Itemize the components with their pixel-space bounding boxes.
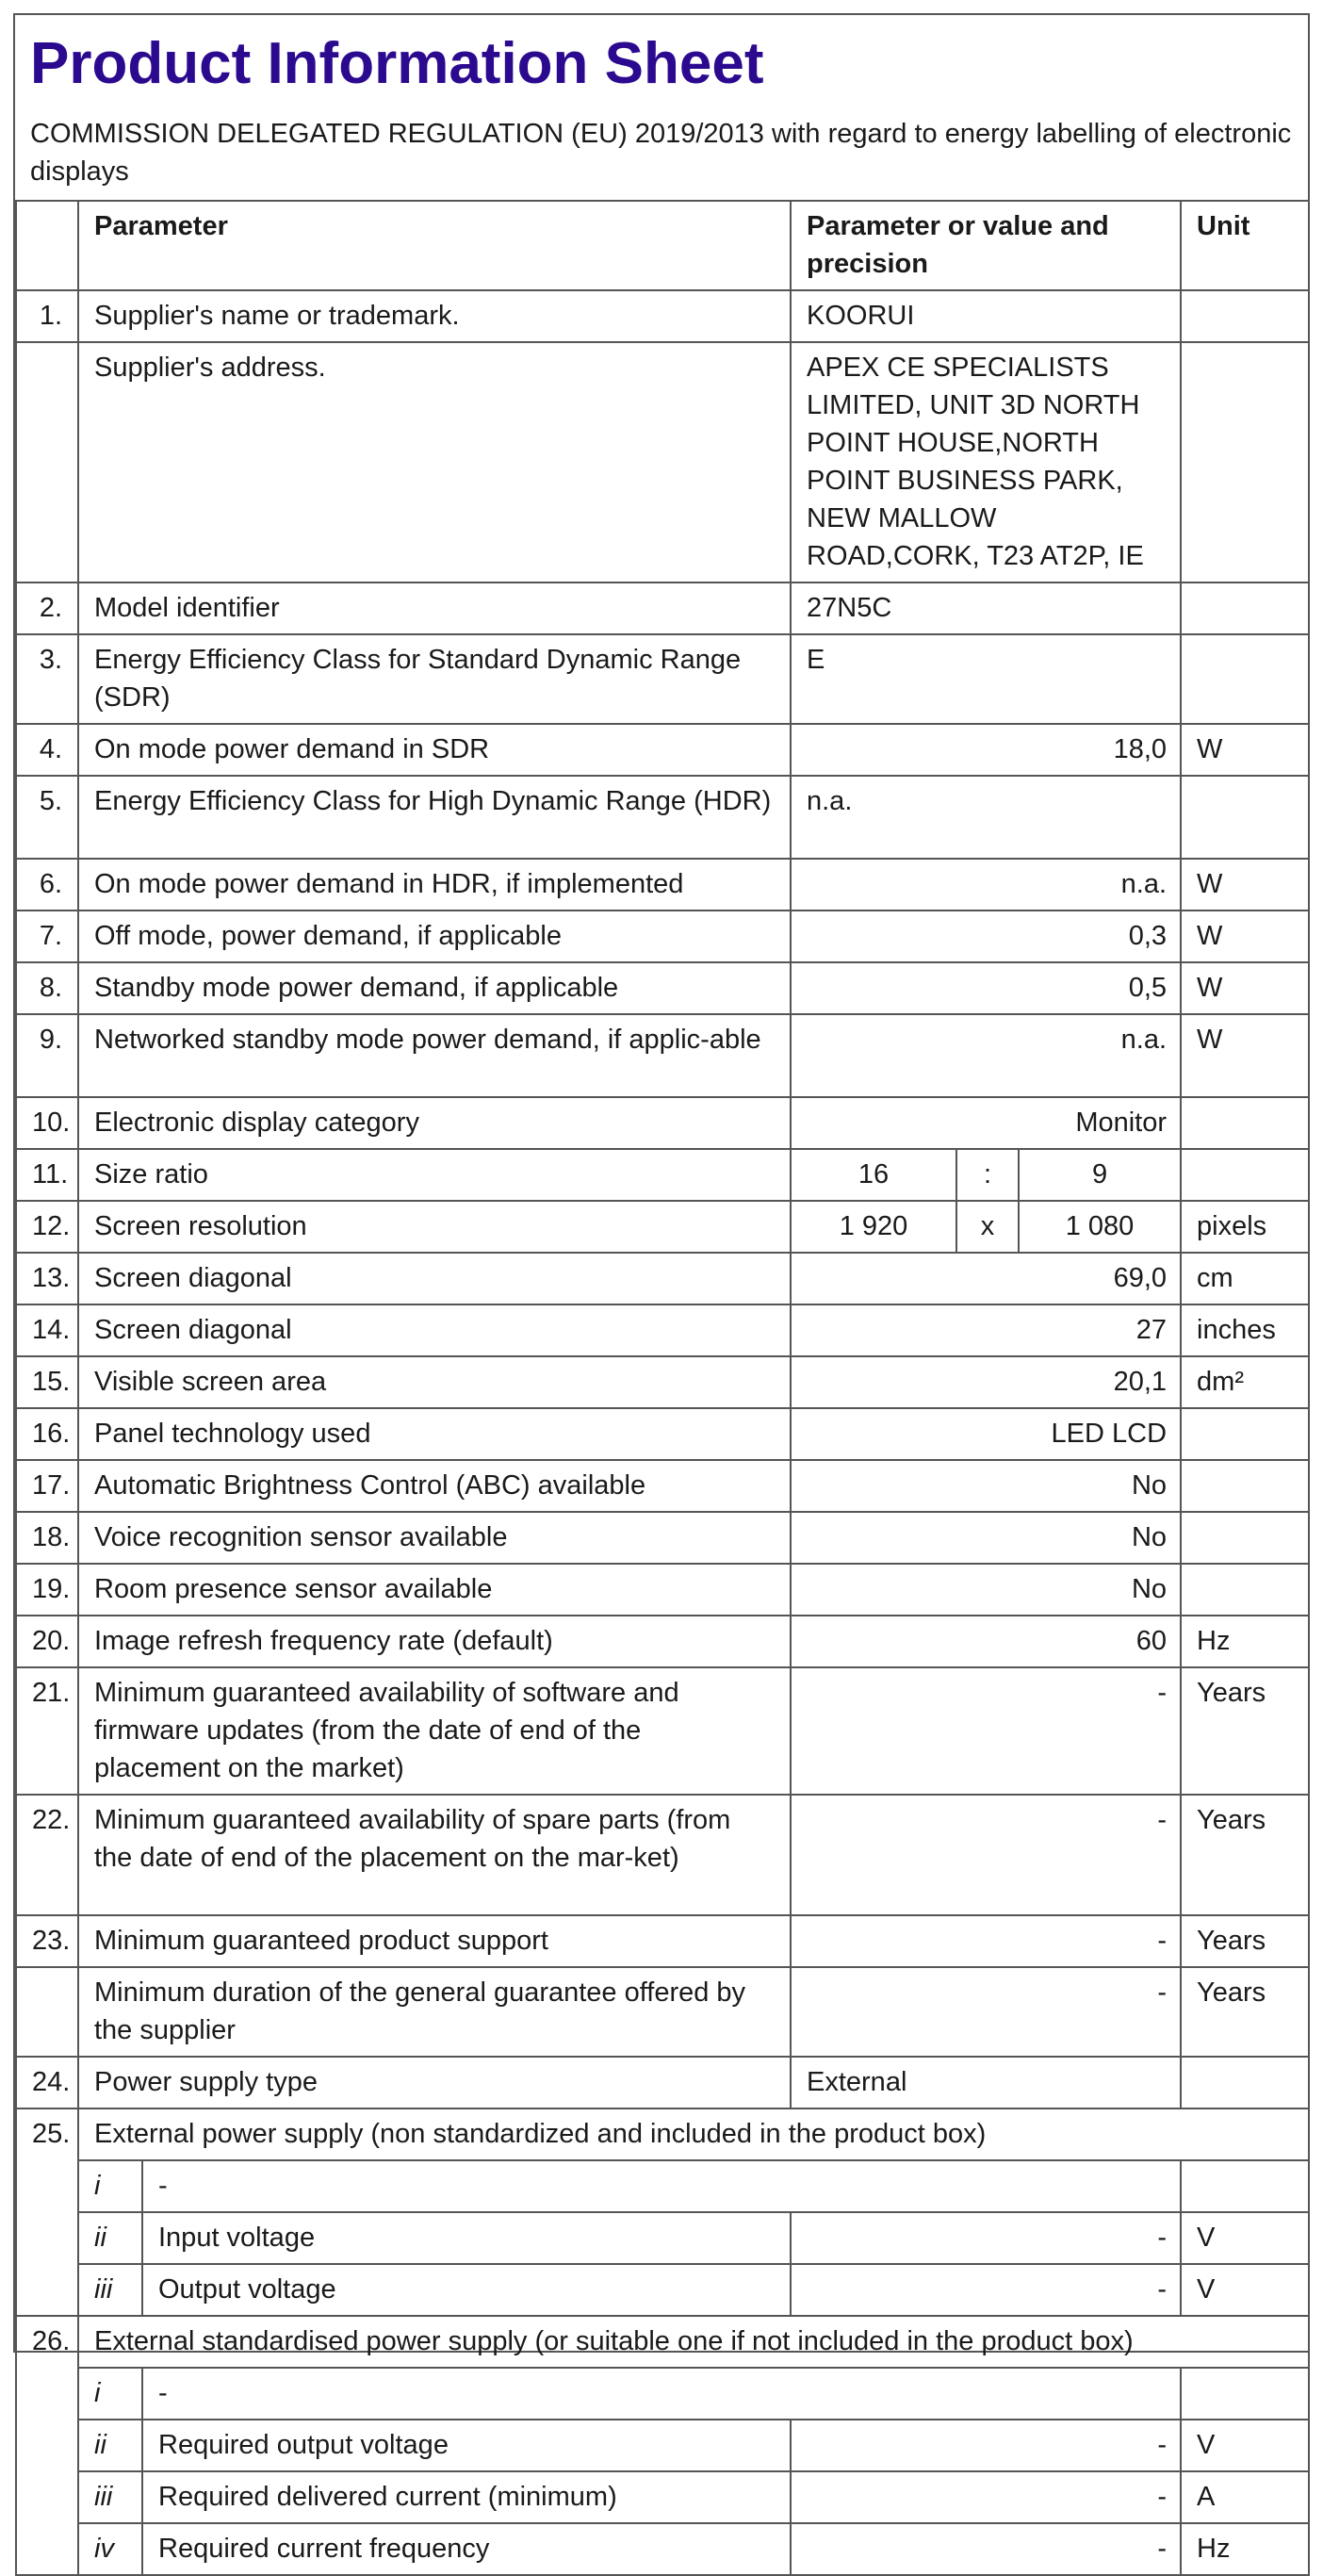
row-parameter: Power supply type <box>78 2057 791 2108</box>
row-number: 7. <box>16 911 78 962</box>
row-unit: W <box>1181 962 1309 1014</box>
resolution-height-value: 1 080 <box>1019 1201 1181 1253</box>
sub-row <box>16 2212 1309 2264</box>
sub-row-index: i <box>78 2160 142 2212</box>
table-row <box>16 1201 1309 1253</box>
row-parameter: Energy Efficiency Class for Standard Dynamic Range (SDR) <box>78 634 791 724</box>
row-parameter: Voice recognition sensor available <box>78 1512 791 1564</box>
row-value: No <box>791 1460 1181 1512</box>
table-row <box>16 342 1309 582</box>
sub-row <box>16 2160 1309 2212</box>
row-value: n.a. <box>791 859 1181 911</box>
sub-row-value: - <box>791 2264 1181 2316</box>
header-value: Parameter or value and precision <box>791 202 1181 290</box>
table-row <box>16 2316 1309 2368</box>
table-row <box>16 1795 1309 1915</box>
row-value: APEX CE SPECIALISTS LIMITED, UNIT 3D NORTH POINT HOUSE,NORTH POINT BUSINESS PARK, NEW MALLOW ROAD,CORK, T23 AT2P, IE <box>791 342 1181 582</box>
row-value: KOORUI <box>791 290 1181 342</box>
sub-row-label: Required output voltage <box>142 2420 791 2471</box>
row-value: 18,0 <box>791 724 1181 776</box>
table-row <box>16 1304 1309 1356</box>
sub-row-index: ii <box>78 2420 142 2471</box>
sub-row-label: Input voltage <box>142 2212 791 2264</box>
row-number-spacer <box>16 2471 78 2523</box>
row-parameter: Screen diagonal <box>78 1304 791 1356</box>
table-row <box>16 859 1309 911</box>
section-heading: External power supply (non standardized and included in the product box) <box>78 2108 1309 2160</box>
ratio-separator: : <box>956 1149 1019 1201</box>
row-parameter: Standby mode power demand, if applicable <box>78 962 791 1014</box>
table-row <box>16 2108 1309 2160</box>
row-parameter: Minimum guaranteed availability of spare parts (from the date of end of the placement on the mar-ket) <box>78 1795 791 1915</box>
row-value: 27N5C <box>791 582 1181 634</box>
sub-row-index: iv <box>78 2523 142 2575</box>
sub-row-label: Required current frequency <box>142 2523 791 2575</box>
table-row <box>16 1967 1309 2057</box>
row-value: 69,0 <box>791 1253 1181 1304</box>
table-row <box>16 1460 1309 1512</box>
row-unit: cm <box>1181 1253 1309 1304</box>
row-number: 8. <box>16 962 78 1014</box>
row-unit <box>1181 2057 1309 2108</box>
row-unit <box>1181 1097 1309 1149</box>
row-parameter: Supplier's address. <box>78 342 791 582</box>
table-row <box>16 776 1309 859</box>
row-number: 2. <box>16 582 78 634</box>
row-value: n.a. <box>791 776 1181 859</box>
table-row <box>16 724 1309 776</box>
table-row <box>16 1408 1309 1460</box>
ratio-width-value: 16 <box>791 1149 956 1201</box>
header-unit: Unit <box>1181 202 1309 290</box>
row-unit: Years <box>1181 1667 1309 1795</box>
row-number: 18. <box>16 1512 78 1564</box>
resolution-width-value: 1 920 <box>791 1201 956 1253</box>
sheet-header <box>15 15 1308 202</box>
table-header-row <box>16 202 1309 290</box>
row-parameter: Minimum duration of the general guarantee offered by the supplier <box>78 1967 791 2057</box>
sub-row-label: Output voltage <box>142 2264 791 2316</box>
row-parameter: Automatic Brightness Control (ABC) available <box>78 1460 791 1512</box>
table-row <box>16 1512 1309 1564</box>
row-unit <box>1181 1460 1309 1512</box>
regulation-subtitle: COMMISSION DELEGATED REGULATION (EU) 2019/2013 with regard to energy labelling of electronic displays <box>30 119 1292 187</box>
row-parameter: Minimum guaranteed product support <box>78 1915 791 1967</box>
sub-row <box>16 2471 1309 2523</box>
row-value: - <box>791 1915 1181 1967</box>
sub-row-value: - <box>791 2420 1181 2471</box>
table-row <box>16 2057 1309 2108</box>
table-row <box>16 582 1309 634</box>
row-unit <box>1181 1564 1309 1616</box>
row-value: 0,3 <box>791 911 1181 962</box>
row-number-spacer <box>16 2420 78 2471</box>
row-number: 21. <box>16 1667 78 1795</box>
row-parameter: Size ratio <box>78 1149 791 1201</box>
header-num-cell <box>16 202 78 290</box>
sub-row <box>16 2264 1309 2316</box>
row-parameter: Networked standby mode power demand, if applic-able <box>78 1014 791 1097</box>
row-parameter: Screen resolution <box>78 1201 791 1253</box>
sub-row-value: - <box>791 2212 1181 2264</box>
row-unit: W <box>1181 859 1309 911</box>
table-row <box>16 1014 1309 1097</box>
row-unit <box>1181 1408 1309 1460</box>
row-parameter: Off mode, power demand, if applicable <box>78 911 791 962</box>
row-unit: W <box>1181 911 1309 962</box>
row-number <box>16 1967 78 2057</box>
row-unit: Years <box>1181 1967 1309 2057</box>
row-value: No <box>791 1512 1181 1564</box>
sub-row-index: i <box>78 2368 142 2420</box>
row-number: 9. <box>16 1014 78 1097</box>
row-parameter: Model identifier <box>78 582 791 634</box>
row-unit <box>1181 1512 1309 1564</box>
sub-row-unit: A <box>1181 2471 1309 2523</box>
row-parameter: Electronic display category <box>78 1097 791 1149</box>
sub-row <box>16 2523 1309 2575</box>
row-value: - <box>791 1667 1181 1795</box>
row-number: 23. <box>16 1915 78 1967</box>
row-number: 20. <box>16 1616 78 1667</box>
row-value: External <box>791 2057 1181 2108</box>
sub-row-unit <box>1181 2160 1309 2212</box>
row-number: 14. <box>16 1304 78 1356</box>
sub-row <box>16 2420 1309 2471</box>
row-number: 26. <box>16 2316 78 2368</box>
sub-row-index: iii <box>78 2264 142 2316</box>
row-value: LED LCD <box>791 1408 1181 1460</box>
row-unit: W <box>1181 1014 1309 1097</box>
row-number: 3. <box>16 634 78 724</box>
table-row <box>16 1667 1309 1795</box>
header-parameter: Parameter <box>78 202 791 290</box>
row-unit: Hz <box>1181 1616 1309 1667</box>
row-parameter: Visible screen area <box>78 1356 791 1408</box>
row-parameter: On mode power demand in SDR <box>78 724 791 776</box>
row-number-spacer <box>16 2523 78 2575</box>
table-row <box>16 1356 1309 1408</box>
table-row <box>16 1149 1309 1201</box>
table-row <box>16 962 1309 1014</box>
row-number: 4. <box>16 724 78 776</box>
row-number: 5. <box>16 776 78 859</box>
sub-row-unit: V <box>1181 2264 1309 2316</box>
sub-row-label: Required delivered current (minimum) <box>142 2471 791 2523</box>
parameter-table <box>15 202 1310 2576</box>
sub-row-index: iii <box>78 2471 142 2523</box>
row-number: 19. <box>16 1564 78 1616</box>
row-number: 25. <box>16 2108 78 2160</box>
row-unit <box>1181 634 1309 724</box>
row-number: 24. <box>16 2057 78 2108</box>
row-number-spacer <box>16 2212 78 2264</box>
table-row <box>16 911 1309 962</box>
row-number: 13. <box>16 1253 78 1304</box>
row-value: 27 <box>791 1304 1181 1356</box>
row-number: 12. <box>16 1201 78 1253</box>
sub-row-value: - <box>791 2523 1181 2575</box>
row-unit <box>1181 290 1309 342</box>
row-unit <box>1181 776 1309 859</box>
row-number <box>16 342 78 582</box>
row-value: - <box>791 1795 1181 1915</box>
row-value: 60 <box>791 1616 1181 1667</box>
table-row <box>16 1253 1309 1304</box>
row-number-spacer <box>16 2368 78 2420</box>
row-number: 22. <box>16 1795 78 1915</box>
row-parameter: Image refresh frequency rate (default) <box>78 1616 791 1667</box>
sub-row-unit: V <box>1181 2420 1309 2471</box>
row-value: n.a. <box>791 1014 1181 1097</box>
row-parameter: Panel technology used <box>78 1408 791 1460</box>
sub-row-label: - <box>142 2368 1181 2420</box>
row-parameter: Energy Efficiency Class for High Dynamic Range (HDR) <box>78 776 791 859</box>
row-unit: inches <box>1181 1304 1309 1356</box>
row-unit <box>1181 342 1309 582</box>
product-information-sheet <box>13 13 1310 2564</box>
sub-row-value: - <box>791 2471 1181 2523</box>
row-parameter: Minimum guaranteed availability of software and firmware updates (from the date of end of the placement on the market) <box>78 1667 791 1795</box>
table-row <box>16 1097 1309 1149</box>
table-row <box>16 1616 1309 1667</box>
resolution-separator: x <box>956 1201 1019 1253</box>
table-row <box>16 1915 1309 1967</box>
row-unit: Years <box>1181 1915 1309 1967</box>
row-number: 1. <box>16 290 78 342</box>
row-number: 6. <box>16 859 78 911</box>
sub-row-unit: V <box>1181 2212 1309 2264</box>
row-unit <box>1181 1149 1309 1201</box>
sub-row-unit <box>1181 2368 1309 2420</box>
row-value: 0,5 <box>791 962 1181 1014</box>
row-value: - <box>791 1967 1181 2057</box>
row-number: 15. <box>16 1356 78 1408</box>
sub-row-index: ii <box>78 2212 142 2264</box>
table-row <box>16 634 1309 724</box>
row-number-spacer <box>16 2264 78 2316</box>
row-unit <box>1181 582 1309 634</box>
row-unit: dm² <box>1181 1356 1309 1408</box>
sub-row-unit: Hz <box>1181 2523 1309 2575</box>
row-unit: Years <box>1181 1795 1309 1915</box>
row-parameter: On mode power demand in HDR, if implemented <box>78 859 791 911</box>
page-title: Product Information Sheet <box>30 31 764 96</box>
row-number: 17. <box>16 1460 78 1512</box>
ratio-height-value: 9 <box>1019 1149 1181 1201</box>
row-value: Monitor <box>791 1097 1181 1149</box>
row-value: E <box>791 634 1181 724</box>
sub-row-label: - <box>142 2160 1181 2212</box>
row-unit: W <box>1181 724 1309 776</box>
row-value: No <box>791 1564 1181 1616</box>
table-row <box>16 290 1309 342</box>
row-parameter: Screen diagonal <box>78 1253 791 1304</box>
section-heading: External standardised power supply (or suitable one if not included in the product box) <box>78 2316 1309 2368</box>
row-unit: pixels <box>1181 1201 1309 1253</box>
row-number: 10. <box>16 1097 78 1149</box>
table-row <box>16 1564 1309 1616</box>
row-number: 16. <box>16 1408 78 1460</box>
row-value: 20,1 <box>791 1356 1181 1408</box>
row-parameter: Supplier's name or trademark. <box>78 290 791 342</box>
row-number: 11. <box>16 1149 78 1201</box>
row-parameter: Room presence sensor available <box>78 1564 791 1616</box>
row-number-spacer <box>16 2160 78 2212</box>
sub-row <box>16 2368 1309 2420</box>
